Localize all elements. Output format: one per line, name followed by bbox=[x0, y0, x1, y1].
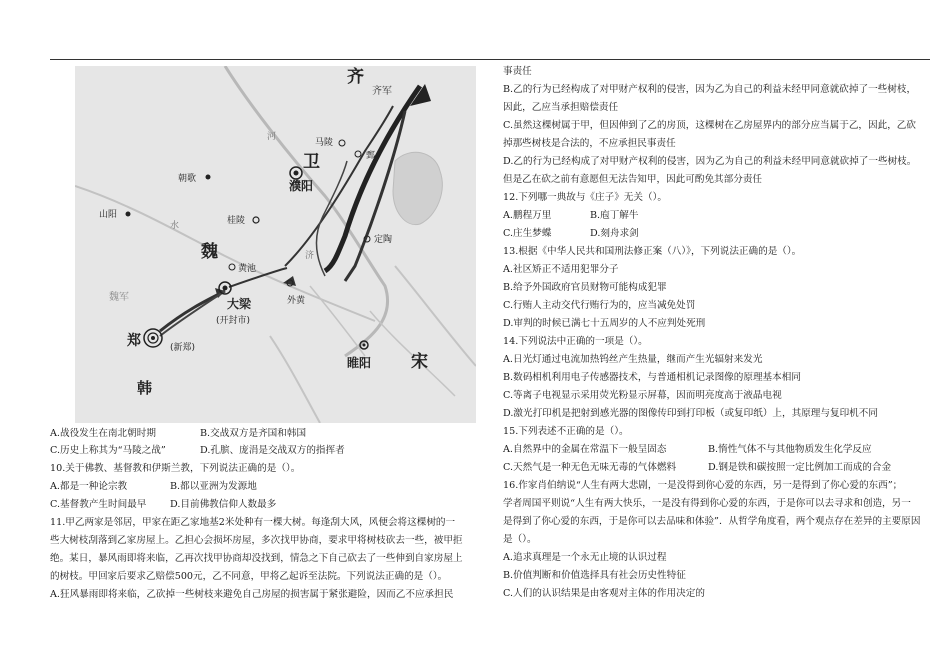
label-kaifeng: (开封市) bbox=[216, 316, 251, 326]
label-shanyang: 山阳 bbox=[99, 210, 118, 220]
label-qi: 齐 bbox=[347, 67, 364, 87]
label-wei-army: 魏军 bbox=[109, 292, 129, 303]
q11-option-a: A.狂风暴雨即将来临，乙砍掉一些树枝来避免自己房屋的损害属于紧张避险，因而乙不应承担民 bbox=[50, 589, 454, 600]
q11-option-c-line-2: 掉那些树枝是合法的，不应承担民事责任 bbox=[503, 138, 676, 149]
q13-option-b: B.给予外国政府官员财物可能构成犯罪 bbox=[503, 282, 667, 293]
q13-stem: 13.根据《中华人民共和国刑法修正案（八）》，下列说法正确的是（）。 bbox=[503, 246, 802, 257]
q13-option-d: D.审判的时候已满七十五周岁的人不应判处死刑 bbox=[503, 318, 706, 329]
q16-line-1: 16.作家肖伯纳说“人生有两大悲剧，一是没得到你心爱的东西，另一是得到了你心爱的东西”； bbox=[503, 480, 903, 491]
q11-line-1: 11.甲乙两家是邻居，甲家在距乙家地基2米处种有一棵大树。每逢刮大风，风便会将这棵树的一 bbox=[50, 517, 456, 528]
q16-line-4: 是（）。 bbox=[503, 534, 537, 545]
q15-option-b: B.惰性气体不与其他物质发生化学反应 bbox=[708, 444, 872, 455]
q9-option-b: B.交战双方是齐国和韩国 bbox=[200, 428, 307, 439]
label-river-he: 河 bbox=[267, 132, 277, 142]
q12-stem: 12.下列哪一典故与《庄子》无关（）。 bbox=[503, 192, 667, 203]
label-zheng: 郑 bbox=[127, 333, 141, 349]
q9-option-a: A.战役发生在南北朝时期 bbox=[50, 428, 156, 439]
q11-line-4: 的树枝。甲回家后要求乙赔偿500元，乙不同意，甲将乙起诉至法院。下列说法正确的是（）。 bbox=[50, 571, 448, 582]
label-suiyang: 睢阳 bbox=[347, 356, 372, 370]
q16-option-c: C.人们的认识结果是由客观对主体的作用决定的 bbox=[503, 588, 705, 599]
q14-option-d: D.激光打印机是把射到感光器的图像传印到打印板（或复印纸）上，其原理与复印机不同 bbox=[503, 408, 878, 419]
q12-option-d: D.刻舟求剑 bbox=[590, 228, 639, 239]
q16-line-2: 学者周国平则说“人生有两大快乐，一是没有得到你心爱的东西，于是你可以去寻求和创造，另一 bbox=[503, 498, 911, 509]
q13-option-a: A.社区矫正不适用犯罪分子 bbox=[503, 264, 619, 275]
q15-option-d: D.钢是铁和碳按照一定比例加工而成的合金 bbox=[708, 462, 892, 473]
q14-stem: 14.下列说法中正确的一项是（）。 bbox=[503, 336, 648, 347]
label-daliang: 大梁 bbox=[227, 297, 252, 311]
battle-map bbox=[75, 66, 476, 423]
label-puyang: 濮阳 bbox=[289, 179, 314, 193]
q11-option-a-cont: 事责任 bbox=[503, 66, 532, 77]
q12-option-b: B.庖丁解牛 bbox=[590, 210, 639, 221]
q11-line-3: 绝。某日，暴风雨即将来临，乙再次找甲协商却没找到，情急之下自己砍去了一些伸到自家房屋上 bbox=[50, 553, 463, 564]
q15-option-a: A.自然界中的金属在常温下一般呈固态 bbox=[503, 444, 667, 455]
q14-option-c: C.等离子电视显示采用荧光粉显示屏幕，因而明亮度高于液晶电视 bbox=[503, 390, 782, 401]
q12-option-c: C.庄生梦蝶 bbox=[503, 228, 552, 239]
label-river-ji: 济 bbox=[305, 251, 315, 261]
q11-option-b-line-2: 因此，乙应当承担赔偿责任 bbox=[503, 102, 619, 113]
q11-option-b-line-1: B.乙的行为已经构成了对甲财产权利的侵害，因为乙为自己的利益未经甲同意就砍掉了一些树枝， bbox=[503, 84, 917, 95]
label-waihuang: 外黄 bbox=[287, 296, 306, 306]
label-river-shui: 水 bbox=[170, 221, 180, 231]
label-wei-big: 魏 bbox=[201, 242, 218, 262]
label-wei-state: 卫 bbox=[303, 152, 320, 172]
q16-option-b: B.价值判断和价值选择具有社会历史性特征 bbox=[503, 570, 686, 581]
label-huangchi: 黄池 bbox=[238, 264, 257, 274]
q10-option-c: C.基督教产生时间最早 bbox=[50, 499, 147, 510]
label-malin: 马陵 bbox=[315, 138, 334, 148]
q10-option-a: A.都是一种论宗教 bbox=[50, 481, 128, 492]
q16-option-a: A.追求真理是一个永无止境的认识过程 bbox=[503, 552, 667, 563]
q12-option-a: A.鹏程万里 bbox=[503, 210, 552, 221]
q14-option-a: A.日光灯通过电流加热钨丝产生热量，继而产生光辐射来发光 bbox=[503, 354, 763, 365]
label-xinzheng: (新郑) bbox=[170, 343, 196, 353]
chaoge-marker bbox=[206, 175, 211, 180]
q10-option-d: D.目前佛教信仰人数最多 bbox=[170, 499, 277, 510]
q11-option-c-line-1: C.虽然这棵树属于甲，但因伸到了乙的房顶，这棵树在乙房屋界内的部分应当属于乙，因此，乙砍 bbox=[503, 120, 916, 131]
q9-option-d: D.孔膑、庞涓是交战双方的指挥者 bbox=[200, 445, 345, 456]
q16-line-3: 是得到了你心爱的东西，于是你可以去品味和体验”．从哲学角度看，两个观点存在差异的主要原因 bbox=[503, 516, 921, 527]
q14-option-b: B.数码相机利用电子传感器技术，与普通相机记录图像的原理基本相同 bbox=[503, 372, 801, 383]
header-rule bbox=[50, 59, 930, 60]
q10-option-b: B.都以亚洲为发源地 bbox=[170, 481, 257, 492]
q11-option-d-line-1: D.乙的行为已经构成了对甲财产权利的侵害，因为乙为自己的利益未经甲同意就砍掉了一些树枝。 bbox=[503, 156, 917, 167]
q13-option-c: C.行贿人主动交代行贿行为的，应当减免处罚 bbox=[503, 300, 696, 311]
label-dingtao: 定陶 bbox=[374, 235, 393, 245]
label-song: 宋 bbox=[411, 352, 428, 372]
q10-stem: 10.关于佛教、基督教和伊斯兰教，下列说法正确的是（）。 bbox=[50, 463, 301, 474]
label-juan: 鄄 bbox=[366, 151, 376, 161]
label-guiling: 桂陵 bbox=[227, 216, 246, 226]
q15-stem: 15.下列表述不正确的是（）。 bbox=[503, 426, 629, 437]
q9-option-c: C.历史上称其为“马陵之战” bbox=[50, 445, 166, 456]
label-qi-army: 齐军 bbox=[372, 86, 392, 97]
label-han: 韩 bbox=[137, 379, 153, 397]
q11-option-d-line-2: 但是乙在砍之前有意愿但无法告知甲，因此可酌免其部分责任 bbox=[503, 174, 763, 185]
label-chaoge: 朝歌 bbox=[178, 174, 197, 184]
shanyang-marker bbox=[126, 212, 131, 217]
q15-option-c: C.天然气是一种无色无味无毒的气体燃料 bbox=[503, 462, 677, 473]
q11-line-2: 些大树枝刮落到乙家房屋上。乙担心会损坏房屋，多次找甲协商，要求甲将树枝砍去一些，被甲拒 bbox=[50, 535, 463, 546]
